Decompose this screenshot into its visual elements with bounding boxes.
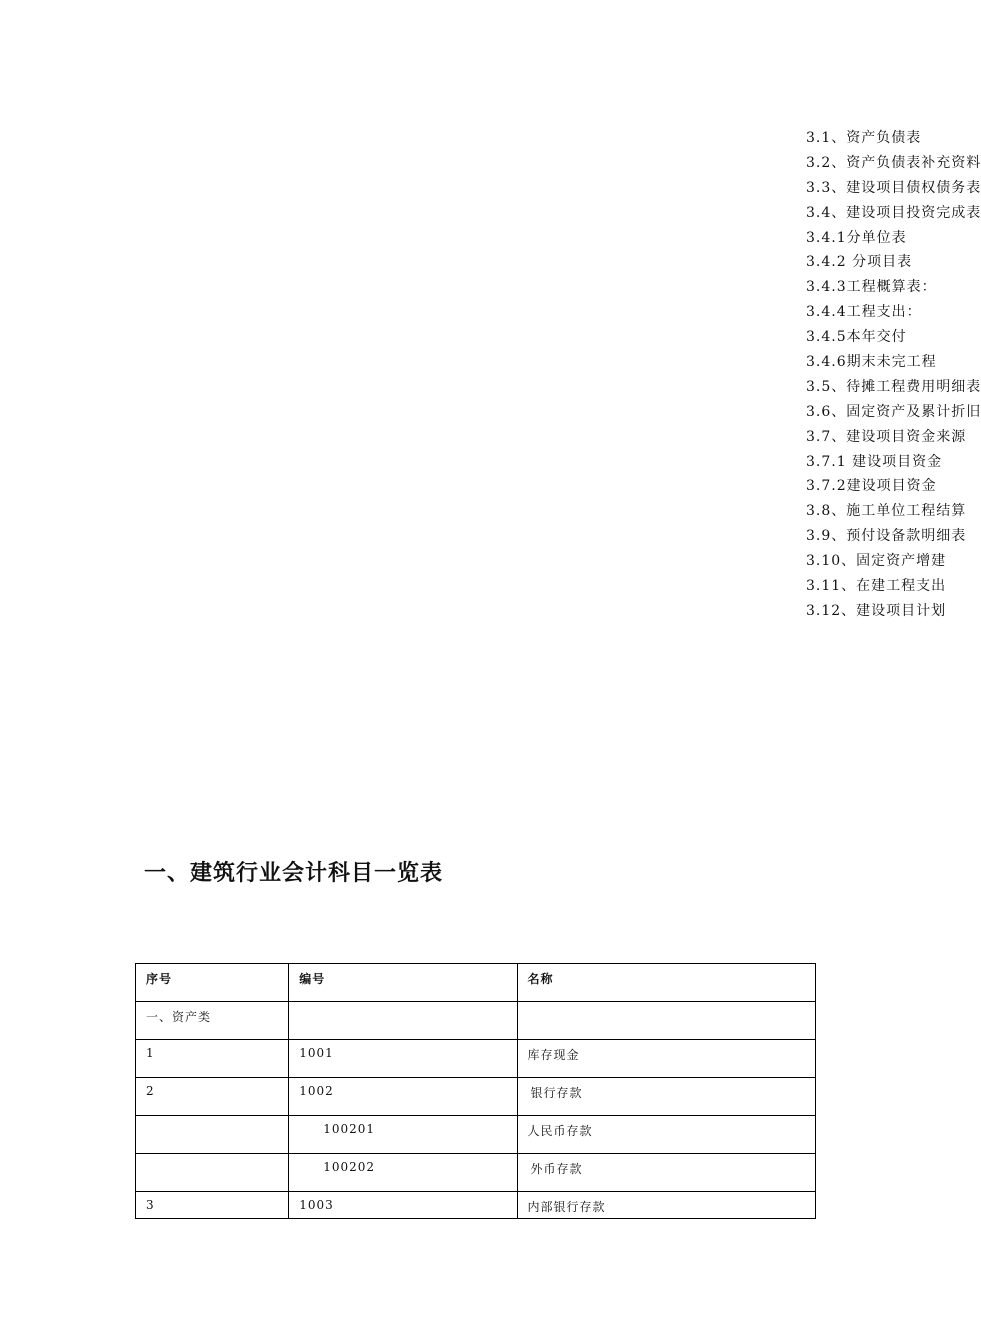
cell-code (289, 1002, 517, 1040)
cell-name: 内部银行存款 (517, 1192, 815, 1219)
accounts-table (135, 963, 816, 1219)
toc-item[interactable]: 3.4.4工程支出： (806, 304, 922, 321)
cell-code: 1001 (289, 1040, 517, 1078)
cell-name (517, 1154, 815, 1192)
cell-seq: 一、资产类 (136, 1002, 289, 1040)
toc-item[interactable]: 3.2、资产负债表补充资料 (806, 154, 981, 171)
cell-code: 1002 (289, 1078, 517, 1116)
toc-item[interactable]: 3.4.3工程概算表： (806, 279, 937, 296)
cell-seq: 2 (136, 1078, 289, 1116)
cell-name: 库存现金 (517, 1040, 815, 1078)
toc-item[interactable]: 3.4.6期末未完工程 (806, 354, 937, 371)
toc-item[interactable]: 3.4.1分单位表 (806, 229, 907, 246)
toc-item[interactable]: 3.6、固定资产及累计折旧 (806, 403, 981, 420)
cell-name: 人民币存款 (517, 1116, 815, 1154)
toc-item[interactable]: 3.7.1 建设项目资金 (806, 453, 943, 470)
cell-name-text: 银行存款 (530, 1086, 583, 1100)
toc-item[interactable]: 3.9、预付设备款明细表 (806, 528, 967, 545)
cell-code (289, 1154, 517, 1192)
table-of-contents (806, 126, 981, 624)
toc-item[interactable]: 3.8、施工单位工程结算 (806, 503, 967, 520)
table-row (136, 1192, 816, 1219)
toc-item[interactable]: 3.5、待摊工程费用明细表 (806, 378, 981, 395)
toc-item[interactable]: 3.7、建设项目资金来源 (806, 428, 967, 445)
cell-seq: 1 (136, 1040, 289, 1078)
cell-name (517, 1002, 815, 1040)
table-row (136, 1116, 816, 1154)
cell-code (289, 1116, 517, 1154)
table-header-row (136, 964, 816, 1002)
cell-seq (136, 1154, 289, 1192)
cell-code: 1003 (289, 1192, 517, 1219)
cell-seq (136, 1116, 289, 1154)
cell-code-text: 100201 (323, 1122, 376, 1136)
cell-name-text: 外币存款 (530, 1162, 583, 1176)
cell-seq: 3 (136, 1192, 289, 1219)
toc-item[interactable]: 3.1、资产负债表 (806, 130, 922, 146)
table-row (136, 1002, 816, 1040)
toc-item[interactable]: 3.3、建设项目债权债务表 (806, 179, 981, 196)
cell-name (517, 1078, 815, 1116)
column-header-name: 名称 (517, 964, 815, 1002)
toc-item[interactable]: 3.12、建设项目计划 (806, 602, 947, 619)
column-header-seq: 序号 (136, 964, 289, 1002)
toc-item[interactable]: 3.10、固定资产增建 (806, 553, 947, 570)
section-title: 一、建筑行业会计科目一览表 (144, 860, 444, 886)
cell-code-text: 100202 (323, 1160, 376, 1174)
toc-item[interactable]: 3.7.2建设项目资金 (806, 478, 937, 495)
table-row (136, 1040, 816, 1078)
table-row (136, 1078, 816, 1116)
column-header-code: 编号 (289, 964, 517, 1002)
table-row (136, 1154, 816, 1192)
toc-item[interactable]: 3.11、在建工程支出 (806, 578, 947, 595)
toc-item[interactable]: 3.4.2 分项目表 (806, 254, 913, 271)
toc-item[interactable]: 3.4、建设项目投资完成表 (806, 204, 981, 221)
toc-item[interactable]: 3.4.5本年交付 (806, 329, 907, 346)
